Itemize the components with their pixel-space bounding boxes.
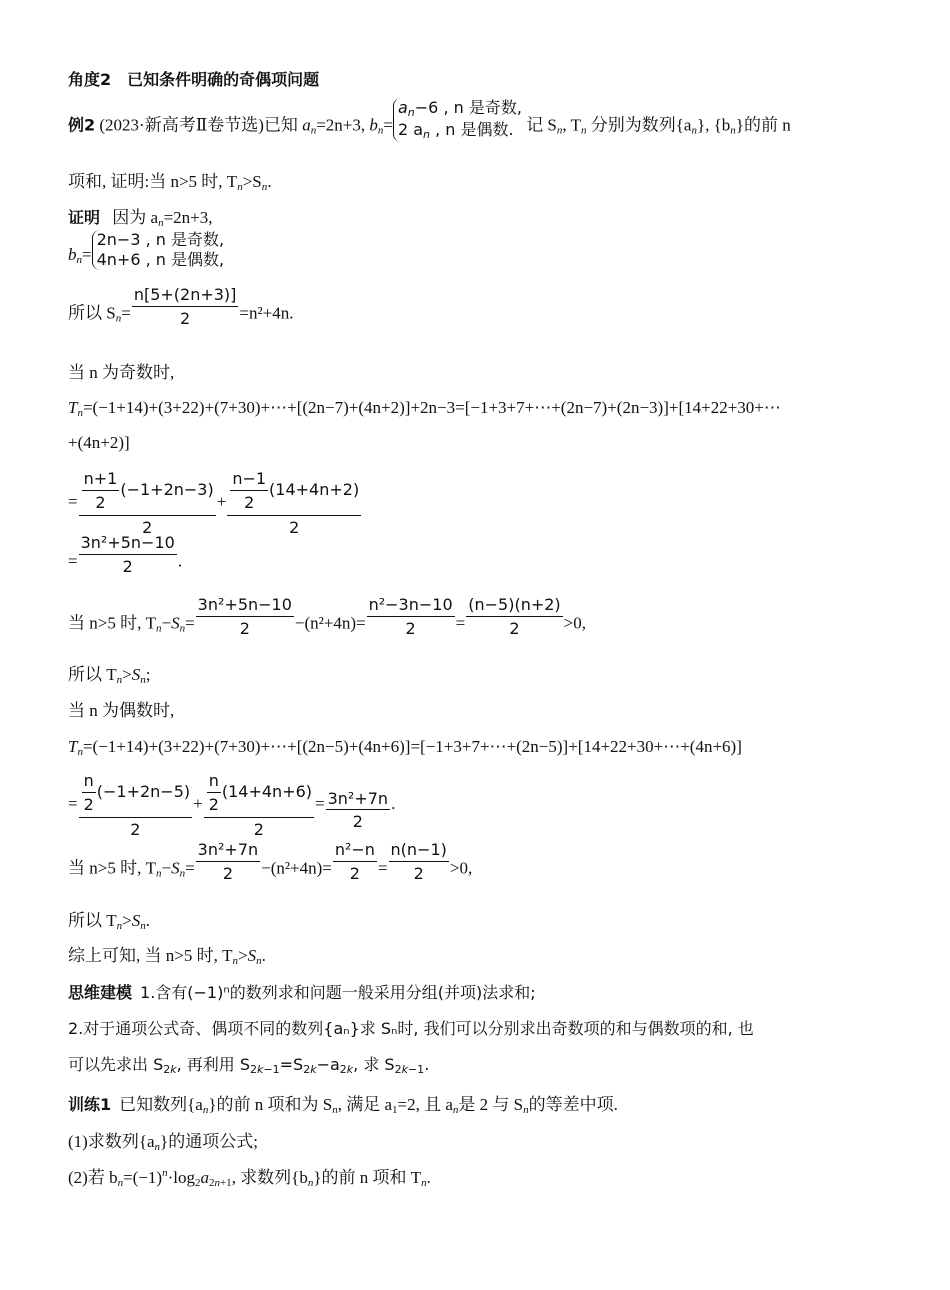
even-res-den: 2	[352, 812, 363, 832]
bn-piecewise: $a_n-6$ , n 是奇数, 2 $a_n$ , n 是偶数.	[393, 98, 522, 142]
proof-label: 证明	[68, 208, 101, 227]
model-p3-b: , 再利用 S	[176, 1055, 251, 1074]
even-diff-c-den: 2	[413, 863, 424, 883]
odd-tn-cont: +(4n+2)]	[68, 433, 130, 452]
model-p1-text: 1.含有(−1)ⁿ的数列求和问题一般采用分组(并项)法求和;	[140, 983, 536, 1002]
proof-bn-piecewise	[92, 230, 224, 270]
odd-diff-mid: −(n²+4n)=	[294, 613, 366, 633]
even-diff-a-den: 2	[222, 863, 233, 883]
example-source: (2023·新高考Ⅱ卷节选)	[99, 115, 264, 135]
proof-line1-text: 因为 a	[112, 208, 159, 227]
even-tn: =(−1+14)+(3+22)+(7+30)+⋯+[(2n−5)+(4n+6)]=[−1+3+7+⋯+(2n−5)]+[14+22+30+⋯+(4n+6)]	[82, 737, 742, 756]
even-diff-b-num: n²−n	[333, 841, 377, 862]
model-p3: 可以先求出 $S_{2k}$, 再利用 $S_{2k-1}=S_{2k}-a_{2k}$, 求 $S_{2k-1}$.	[68, 1055, 430, 1076]
odd-f1-b: 2	[95, 492, 106, 512]
odd-diff-b-den: 2	[405, 618, 416, 638]
model-p3-e: , 求 S	[353, 1055, 395, 1074]
even-f2-c: (14+4n+6)	[221, 782, 313, 802]
training-q1: (1)求数列$\{a_n\}$的通项公式;	[68, 1132, 258, 1153]
example-line2: 项和, 证明:当 n>5 时, $T_n>S_n$.	[68, 172, 272, 193]
final-conclusion: 综上可知, 当 n>5 时, $T_n>S_n$.	[68, 946, 266, 967]
odd-f2-b: 2	[244, 492, 255, 512]
training-text: 已知数列{a	[119, 1095, 203, 1114]
even-f1-b: 2	[83, 794, 94, 814]
odd-conc-text: 所以 T	[68, 665, 117, 684]
odd-f1-a: n+1	[82, 470, 120, 491]
model-p2: 2.对于通项公式奇、偶项不同的数列{aₙ}求 Sₙ时, 我们可以分别求出奇数项的和与偶数项的和, 也	[68, 1019, 754, 1038]
training-q1-text: (1)求数列{a	[68, 1132, 155, 1151]
odd-diff-frac-c	[466, 596, 562, 637]
even-result-frac	[326, 790, 390, 831]
model-p1	[68, 984, 536, 1001]
odd-diff-a-den: 2	[239, 618, 250, 638]
odd-fractions: = $\frac{n+1}{2}$ (−1+2n−3) 2 + $\frac{n-1}{2}$ (14+4n+2) 2	[68, 469, 360, 538]
sn-prefix: 所以 S	[68, 303, 116, 323]
odd-diff-b-num: n²−3n−10	[367, 596, 455, 617]
odd-frac-1	[79, 470, 216, 537]
bn-case1: −6 , n 是奇数,	[414, 98, 522, 117]
odd-f2-a: n−1	[230, 470, 268, 491]
odd-tn: =(−1+14)+(3+22)+(7+30)+⋯+[(2n−7)+(4n+2)]+2n−3=[−1+3+7+⋯+(2n−7)+(2n−3)]+[14+22+30+⋯	[82, 398, 781, 417]
even-diff-frac-a	[196, 841, 260, 882]
odd-diff-a-num: 3n²+5n−10	[196, 596, 294, 617]
odd-result: = $\frac{\text{3n²+5n−10}}{2}$ .	[68, 533, 183, 576]
odd-f2-c: (14+4n+2)	[269, 480, 360, 500]
bn-eq: =	[383, 115, 393, 135]
proof-bn-case2: 4n+6 , n 是偶数,	[96, 250, 225, 269]
odd-case-heading: 当 n 为奇数时,	[68, 363, 175, 382]
even-f1-c: (−1+2n−5)	[96, 782, 191, 802]
an-def: =2n+3,	[316, 115, 370, 135]
training-text4: =2, 且 a	[397, 1095, 453, 1114]
odd-diff-c-den: 2	[509, 618, 520, 638]
example-line2b: >S	[242, 172, 262, 191]
example-line2-text: 项和, 证明:当 n>5 时, T	[68, 172, 238, 191]
sn-result: =n²+4n.	[239, 303, 294, 323]
even-tn-line: $T_n=(-1+14)+(3+22)+(7+30)+\cdots+[(2n-5)+(4n+6)]=[-1+3+7+\cdots+(2n-5)]+[14+22+30+\cdots+(4n+6)]$	[68, 737, 742, 758]
odd-f2-den: 2	[289, 518, 300, 538]
bn-case2: 2 a	[397, 119, 424, 139]
even-f1-den: 2	[130, 820, 141, 840]
example-text-post5: }的前 n	[735, 115, 791, 135]
even-diff-frac-c	[389, 841, 449, 882]
sn-fraction	[132, 286, 239, 327]
even-diff-b-den: 2	[349, 863, 360, 883]
example-text-post4: }, {b	[696, 115, 731, 135]
section-heading: 角度2 已知条件明确的奇偶项问题	[68, 70, 320, 89]
training-stem: 训练1 已知数列$\{a_n\}$的前 n 项和为 $S_n$, 满足 $a_1=2$, 且 $a_n$是 2 与 $S_n$的等差中项.	[68, 1095, 618, 1116]
example-text: 已知	[263, 115, 303, 135]
even-diff-frac-b	[333, 841, 377, 882]
even-conclusion: 所以 $T_n>S_n$.	[68, 911, 150, 932]
even-case-heading: 当 n 为偶数时,	[68, 701, 175, 720]
even-diff-pre: 当 n>5 时, T	[68, 858, 156, 878]
even-fractions: = $\frac{n}{2}$ (−1+2n−5) 2 + $\frac{n}{2}$ (14+4n+6) 2 = $\frac{\text{3n²+7n}}{2}$ .	[68, 771, 396, 840]
example-label: 例2	[68, 115, 96, 135]
odd-f1-c: (−1+2n−3)	[120, 480, 214, 500]
training-text6: 的等差中项.	[528, 1095, 618, 1114]
even-diff-end: >0,	[449, 858, 473, 878]
training-q2g: .	[426, 1168, 431, 1187]
training-q1b: }的通项公式;	[160, 1132, 258, 1151]
even-f1-a: n	[82, 772, 96, 793]
even-f2-den: 2	[253, 820, 264, 840]
even-diff: 当 n>5 时, $T_n-S_n=$ $\frac{\text{3n²+7n}}{2}$ −(n²+4n)= $\frac{\text{n²−n}}{2}$ = $\frac{n(n-1)}{2}$ >0,	[68, 840, 473, 883]
model-p3-f: .	[424, 1055, 430, 1074]
example-text-post3: 分别为数列{a	[586, 115, 692, 135]
model-p3-c: =S	[279, 1055, 304, 1074]
even-frac-1	[79, 772, 193, 839]
sn-num: n[5+(2n+3)]	[132, 286, 239, 307]
example-text-post: 记 S	[521, 115, 557, 135]
proof-sn: 所以 $S_n=$ $\frac{n[5+(2n+3)]}{2}$ =n²+4n.	[68, 285, 294, 328]
odd-res-num: 3n²+5n−10	[79, 534, 177, 555]
training-text2: }的前 n 项和为 S	[208, 1095, 333, 1114]
training-q2b: =(−1)	[123, 1168, 163, 1187]
even-f2-b: 2	[208, 794, 219, 814]
proof-bn: $b_n=$ 2n−3 , n 是奇数, 4n+6 , n 是偶数,	[68, 230, 225, 269]
odd-res-den: 2	[122, 556, 133, 576]
final-text: 综上可知, 当 n>5 时, T	[68, 946, 233, 965]
example-text-post2: , T	[562, 115, 581, 135]
odd-tn-line: $T_n=(-1+14)+(3+22)+(7+30)+\cdots+[(2n-7)+(4n+2)]+2n-3=[-1+3+7+\cdots+(2n-7)+(2n-3)]+[14+22+30+\cdots$	[68, 398, 781, 419]
model-label: 思维建模	[68, 983, 133, 1002]
training-q2c: ·log	[167, 1168, 195, 1187]
odd-result-frac	[79, 534, 177, 575]
example-2: 例2 (2023·新高考Ⅱ卷节选)已知 $a_n=2n+3$, $b_n=$ $a_n-6$ , n 是奇数, 2 $a_n$ , n 是偶数. 记 $S_n$, $T_n$ 分别为数列$\{a_n\}$, $\{b_n\}$的前 n	[68, 98, 791, 141]
example-line2c: .	[267, 172, 272, 191]
bn-case2b: , n 是偶数.	[430, 119, 514, 139]
proof-line1b: =2n+3,	[163, 208, 213, 227]
even-res-num: 3n²+7n	[326, 790, 390, 811]
model-p3-d: −a	[316, 1055, 340, 1074]
training-q2f: }的前 n 项和 T	[313, 1168, 422, 1187]
proof-line1: 证明 因为 $a_n=2n+3$,	[68, 208, 213, 229]
training-q2d: a	[200, 1168, 209, 1187]
odd-diff: 当 n>5 时, $T_n-S_n=$ $\frac{\text{3n²+5n−10}}{2}$ −(n²+4n)= $\frac{\text{n²−3n−10}}{2}$ = $\frac{(n-5)(n+2)}{2}$ >0,	[68, 595, 586, 638]
even-diff-a-num: 3n²+7n	[196, 841, 260, 862]
model-p3-a: 可以先求出 S	[68, 1055, 164, 1074]
even-diff-mid: −(n²+4n)=	[261, 858, 332, 878]
odd-f1-den: 2	[142, 518, 153, 538]
odd-diff-end: >0,	[563, 613, 586, 633]
training-q2: (2)若 $b_n=(-1)^n\cdot\log_2a_{2n+1}$, 求数列$\{b_n\}$的前 n 项和 $T_n$.	[68, 1167, 431, 1189]
odd-diff-frac-a	[196, 596, 294, 637]
training-text5: 是 2 与 S	[458, 1095, 524, 1114]
training-text3: , 满足 a	[337, 1095, 393, 1114]
even-f2-a: n	[207, 772, 221, 793]
even-frac-2	[204, 772, 314, 839]
odd-diff-c-num: (n−5)(n+2)	[466, 596, 562, 617]
even-diff-c-num: n(n−1)	[389, 841, 449, 862]
training-q2e: , 求数列{b	[231, 1168, 308, 1187]
odd-frac-2	[227, 470, 361, 537]
proof-bn-case1: 2n−3 , n 是奇数,	[96, 230, 225, 249]
odd-diff-pre: 当 n>5 时, T	[68, 613, 156, 633]
training-q2-text: (2)若 b	[68, 1168, 118, 1187]
training-label: 训练1	[68, 1095, 112, 1114]
odd-diff-frac-b	[367, 596, 455, 637]
odd-conclusion: 所以 $T_n>S_n$;	[68, 665, 151, 686]
even-conc-text: 所以 T	[68, 911, 117, 930]
sn-den: 2	[180, 308, 191, 328]
